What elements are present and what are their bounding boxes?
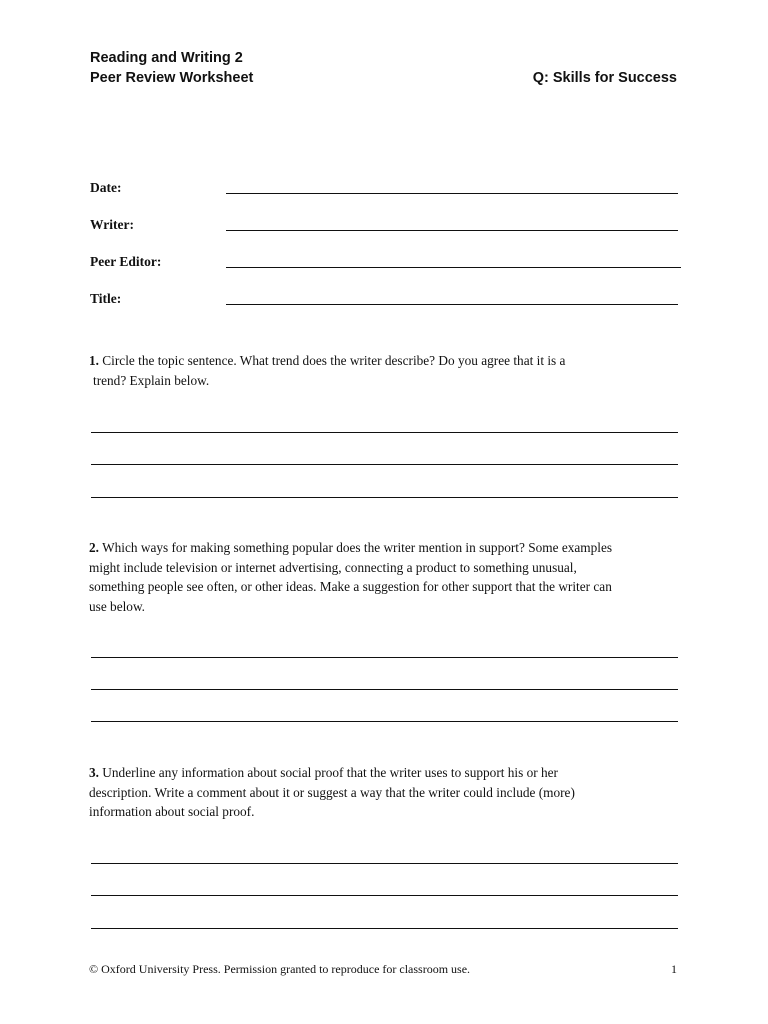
- question-3-line: description. Write a comment about it or suggest a way that the writer could include (more): [89, 784, 575, 800]
- answer-line[interactable]: [91, 657, 678, 658]
- question-2-line: might include television or internet advertising, connecting a product to something unusual,: [89, 559, 577, 575]
- date-field[interactable]: [226, 193, 678, 194]
- answer-line[interactable]: [91, 464, 678, 465]
- answer-line[interactable]: [91, 497, 678, 498]
- series-title: Q: Skills for Success: [532, 70, 677, 86]
- course-title: Reading and Writing 2: [90, 50, 243, 66]
- question-2: [89, 538, 679, 616]
- page-number: 1: [671, 962, 677, 976]
- question-3-line: information about social proof.: [89, 804, 255, 819]
- writer-field[interactable]: [226, 230, 678, 231]
- question-number: 3.: [89, 765, 99, 780]
- answer-line[interactable]: [91, 928, 678, 929]
- question-2-line: something people see often, or other ideas. Make a suggestion for other support that the writer can: [89, 579, 612, 594]
- peer-editor-label: Peer Editor:: [90, 254, 162, 269]
- question-1-line: trend? Explain below.: [93, 372, 210, 388]
- peer-editor-field[interactable]: [226, 267, 681, 268]
- answer-line[interactable]: [91, 863, 678, 864]
- worksheet-title: Peer Review Worksheet: [90, 70, 254, 86]
- question-3-line: [89, 763, 679, 783]
- question-1: [89, 351, 679, 390]
- answer-line[interactable]: [91, 721, 678, 722]
- writer-label: Writer:: [90, 217, 134, 232]
- question-number: 1.: [89, 353, 99, 368]
- question-1-line: [89, 351, 679, 371]
- title-label: Title:: [90, 291, 122, 306]
- answer-line[interactable]: [91, 895, 678, 896]
- question-text: Underline any information about social proof that the writer uses to support his or her: [98, 765, 558, 780]
- question-2-line: [89, 538, 679, 558]
- question-2-line: use below.: [89, 598, 146, 614]
- question-3: [89, 763, 679, 822]
- question-text: Which ways for making something popular does the writer mention in support? Some examples: [98, 540, 613, 555]
- title-field[interactable]: [226, 304, 678, 305]
- answer-line[interactable]: [91, 689, 678, 690]
- question-number: 2.: [89, 540, 99, 555]
- copyright-notice: © Oxford University Press. Permission granted to reproduce for classroom use.: [89, 962, 471, 976]
- date-label: Date:: [90, 180, 122, 195]
- answer-line[interactable]: [91, 432, 678, 433]
- question-text: Circle the topic sentence. What trend does the writer describe? Do you agree that it is a: [98, 353, 566, 368]
